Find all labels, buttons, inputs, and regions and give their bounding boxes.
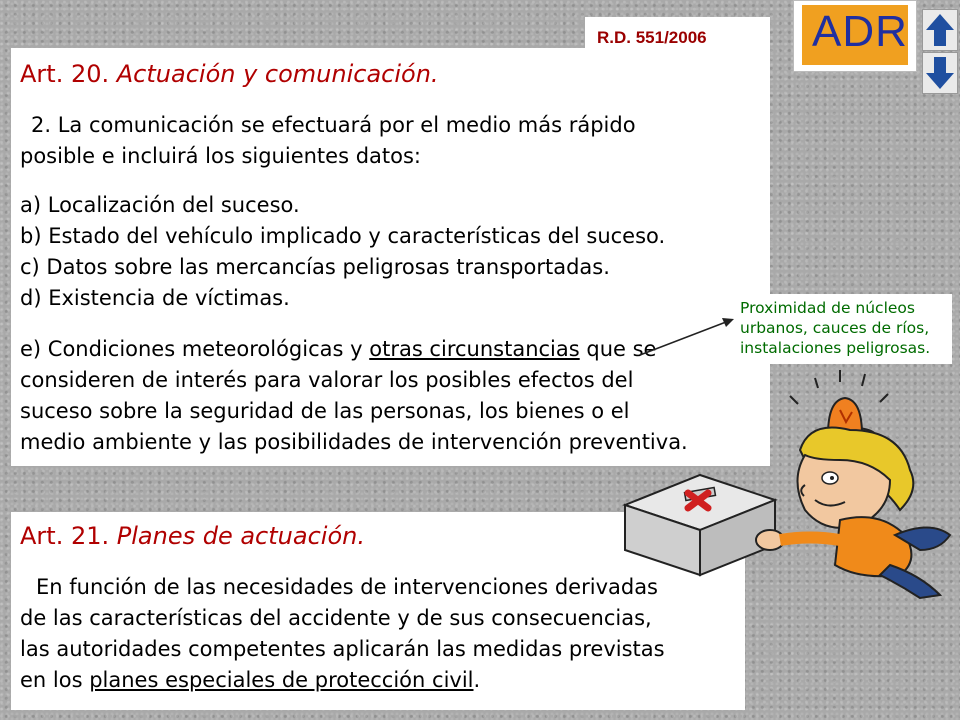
arrow-down-icon: [923, 53, 957, 93]
first-aid-kit-icon: [625, 475, 775, 575]
nav-up-button[interactable]: [922, 9, 958, 51]
paragraph-line: 2. La comunicación se efectuará por el medio más rápido: [31, 113, 636, 137]
article-20-title: Actuación y comunicación.: [116, 60, 439, 88]
paragraph-line: posible e incluirá los siguientes datos:: [20, 144, 421, 168]
list-item: b) Estado del vehículo implicado y características del suceso.: [20, 224, 666, 248]
rescuer-illustration: [600, 360, 960, 600]
list-item: d) Existencia de víctimas.: [20, 286, 290, 310]
paragraph-line: de las características del accidente y de sus consecuencias,: [20, 606, 652, 630]
article-21-paragraph: [36, 572, 658, 603]
article-20-heading: [20, 60, 439, 88]
list-item: a) Localización del suceso.: [20, 193, 300, 217]
list-item: c) Datos sobre las mercancías peligrosas transportadas.: [20, 255, 610, 279]
note-callout: [734, 294, 952, 364]
list-item-line: suceso sobre la seguridad de las personas, los bienes o el: [20, 399, 630, 423]
paragraph-line: las autoridades competentes aplicarán las medidas previstas: [20, 637, 665, 661]
list-item-line: medio ambiente y las posibilidades de intervención preventiva.: [20, 430, 688, 454]
list-item: e) Condiciones meteorológicas y otras circunstancias que se: [20, 337, 657, 361]
arrow-up-icon: [923, 10, 957, 50]
note-text: Proximidad de núcleos urbanos, cauces de ríos, instalaciones peligrosas.: [740, 299, 931, 357]
article-20-items: [20, 190, 665, 314]
callout-arrow: [630, 300, 740, 360]
paragraph-line: En función de las necesidades de intervenciones derivadas: [36, 575, 659, 599]
article-21-number: Art. 21.: [20, 522, 110, 550]
adr-logo: [793, 0, 917, 72]
article-21-heading: [20, 522, 365, 550]
article-20-item-e: [20, 334, 688, 458]
underlined-term: planes especiales de protección civil: [89, 668, 474, 692]
article-20-paragraph-cont: [20, 141, 421, 172]
article-21-paragraph-cont: [20, 603, 665, 696]
underlined-term: otras circunstancias: [369, 337, 580, 361]
nav-down-button[interactable]: [922, 52, 958, 94]
article-20-paragraph: [31, 110, 636, 141]
paragraph-line: en los planes especiales de protección civil.: [20, 668, 481, 692]
article-21-title: Planes de actuación.: [116, 522, 365, 550]
article-20-number: Art. 20.: [20, 60, 110, 88]
list-item-line: consideren de interés para valorar los posibles efectos del: [20, 368, 634, 392]
reference-text: R.D. 551/2006: [597, 28, 707, 47]
adr-logo-text: ADR: [812, 7, 908, 56]
